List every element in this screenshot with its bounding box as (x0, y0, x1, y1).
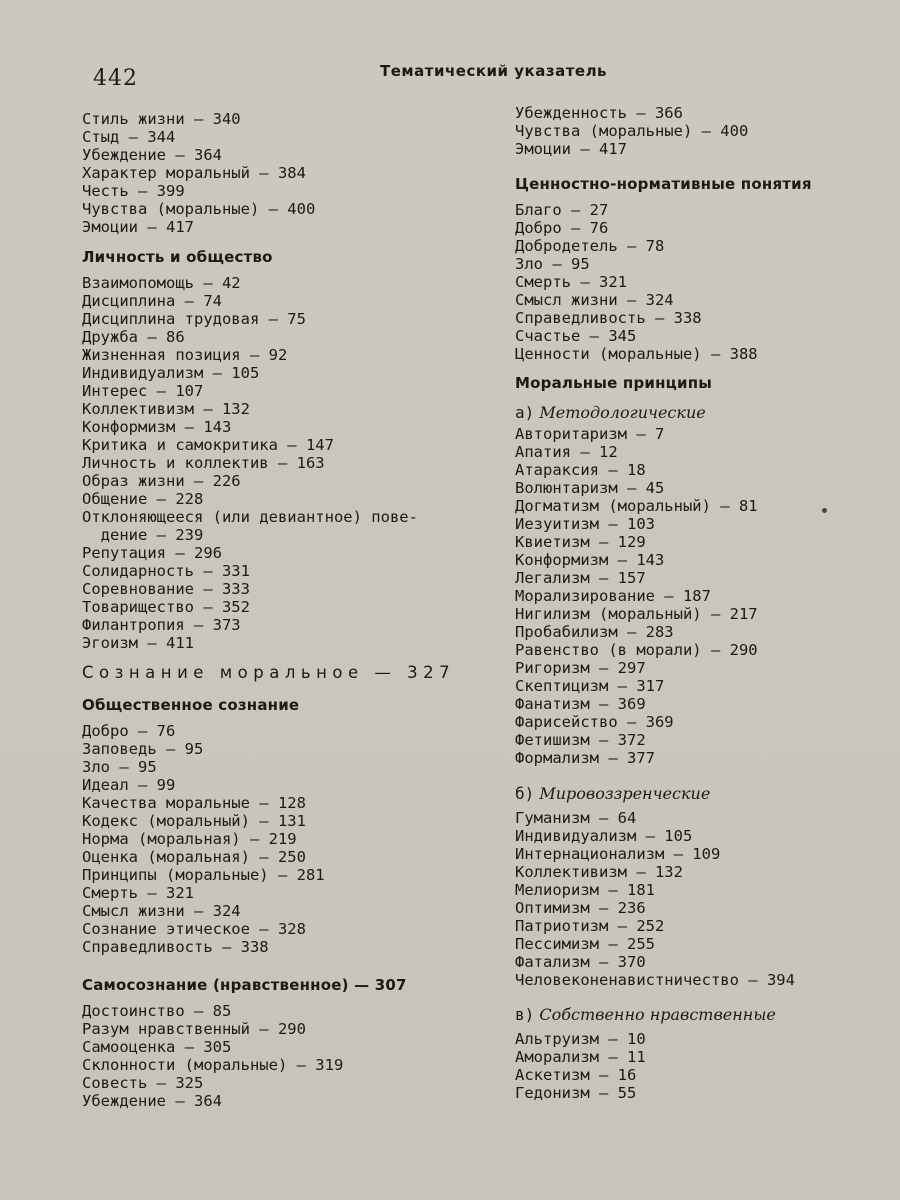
index-entry: Добро — 76 (82, 722, 176, 740)
index-entry: Конформизм — 143 (515, 551, 665, 569)
index-entry: Эмоции — 417 (515, 140, 627, 158)
subsection-metodologicheskie (515, 404, 758, 767)
index-entry: Заповедь — 95 (82, 740, 204, 758)
index-entry: Догматизм (моральный) — 81 (515, 497, 758, 515)
right-top-entries (515, 104, 748, 158)
index-entry: Убеждение — 364 (82, 1092, 222, 1110)
index-entry: Отклоняющееся (или девиантное) пове- (82, 508, 418, 526)
index-entry: Морализирование — 187 (515, 587, 711, 605)
index-entry: Взаимопомощь — 42 (82, 274, 241, 292)
section-cennostno (515, 175, 812, 363)
index-entry: Оценка (моральная) — 250 (82, 848, 306, 866)
index-entry: Легализм — 157 (515, 569, 646, 587)
subsection-letter: в) (515, 1005, 535, 1024)
index-entry-continuation: дение — 239 (82, 526, 204, 544)
index-entry: Авторитаризм — 7 (515, 425, 665, 443)
index-entry: Фатализм — 370 (515, 953, 646, 971)
index-entry: Оптимизм — 236 (515, 899, 646, 917)
index-entry: Аморализм — 11 (515, 1048, 646, 1066)
section-heading-major: Сознание моральное — 327 (82, 663, 456, 682)
index-entry: Добро — 76 (515, 219, 609, 237)
index-entry: Справедливость — 338 (82, 938, 269, 956)
index-entry: Качества моральные — 128 (82, 794, 306, 812)
section-heading: Ценностно-нормативные понятия (515, 175, 812, 193)
subsection-heading (515, 404, 758, 422)
left-top-entries (82, 110, 315, 236)
index-entry: Смысл жизни — 324 (82, 902, 241, 920)
index-entry: Солидарность — 331 (82, 562, 250, 580)
index-entry: Атараксия — 18 (515, 461, 646, 479)
section-heading: Моральные принципы (515, 374, 713, 392)
index-entry: Скептицизм — 317 (515, 677, 665, 695)
index-entry: Справедливость — 338 (515, 309, 702, 327)
index-entry: Критика и самокритика — 147 (82, 436, 334, 454)
index-entry: Индивидуализм — 105 (515, 827, 693, 845)
index-entry: Коллективизм — 132 (515, 863, 683, 881)
section-heading: Личность и общество (82, 248, 273, 266)
section-lichnost (82, 248, 418, 652)
index-entry: Аскетизм — 16 (515, 1066, 637, 1084)
index-entry: Квиетизм — 129 (515, 533, 646, 551)
index-entry: Добродетель — 78 (515, 237, 665, 255)
page-number: 442 (93, 66, 138, 91)
index-entry: Чувства (моральные) — 400 (82, 200, 316, 218)
index-entry: Стыд — 344 (82, 128, 176, 146)
index-entry: Пробабилизм — 283 (515, 623, 674, 641)
index-entry: Благо — 27 (515, 201, 609, 219)
index-entry: Фетишизм — 372 (515, 731, 646, 749)
index-entry: Смысл жизни — 324 (515, 291, 674, 309)
index-entry: Зло — 95 (82, 758, 157, 776)
subsection-letter: а) (515, 403, 535, 422)
index-entry: Смерть — 321 (82, 884, 194, 902)
index-entry: Товарищество — 352 (82, 598, 250, 616)
ink-speck (822, 508, 827, 513)
index-entry: Общение — 228 (82, 490, 204, 508)
index-entry: Совесть — 325 (82, 1074, 204, 1092)
section-samosoznanie (82, 976, 407, 1110)
index-entry: Принципы (моральные) — 281 (82, 866, 325, 884)
index-entry: Формализм — 377 (515, 749, 655, 767)
index-entry: Счастье — 345 (515, 327, 637, 345)
index-entry: Образ жизни — 226 (82, 472, 241, 490)
index-entry: Пессимизм — 255 (515, 935, 655, 953)
subsection-heading (515, 785, 795, 803)
index-entry: Склонности (моральные) — 319 (82, 1056, 344, 1074)
index-entry: Патриотизм — 252 (515, 917, 665, 935)
index-entry: Чувства (моральные) — 400 (515, 122, 749, 140)
section-principy (515, 374, 712, 392)
subsection-title: Собственно нравственные (539, 1005, 776, 1024)
index-entry: Филантропия — 373 (82, 616, 241, 634)
index-entry: Самооценка — 305 (82, 1038, 232, 1056)
index-entry: Эмоции — 417 (82, 218, 194, 236)
index-entry: Индивидуализм — 105 (82, 364, 260, 382)
index-entry: Иезуитизм — 103 (515, 515, 655, 533)
section-soznanie (82, 664, 455, 684)
index-entry: Гуманизм — 64 (515, 809, 637, 827)
section-heading: Общественное сознание (82, 696, 300, 714)
index-entry: Дружба — 86 (82, 328, 185, 346)
section-obshchestvennoe (82, 696, 325, 956)
subsection-letter: б) (515, 784, 535, 803)
index-entry: Мелиоризм — 181 (515, 881, 655, 899)
index-entry: Сознание этическое — 328 (82, 920, 306, 938)
index-entry: Дисциплина трудовая — 75 (82, 310, 306, 328)
index-entry: Убеждение — 364 (82, 146, 222, 164)
index-entry: Личность и коллектив — 163 (82, 454, 325, 472)
index-entry: Стиль жизни — 340 (82, 110, 241, 128)
subsection-heading (515, 1006, 776, 1024)
index-entry: Дисциплина — 74 (82, 292, 222, 310)
subsection-title: Методологические (539, 403, 706, 422)
index-entry: Достоинство — 85 (82, 1002, 232, 1020)
index-entry: Волюнтаризм — 45 (515, 479, 665, 497)
subsection-title: Мировоззренческие (539, 784, 711, 803)
index-entry: Разум нравственный — 290 (82, 1020, 306, 1038)
index-entry: Смерть — 321 (515, 273, 627, 291)
running-head: Тематический указатель (380, 62, 608, 80)
index-entry: Ценности (моральные) — 388 (515, 345, 758, 363)
index-entry: Идеал — 99 (82, 776, 176, 794)
index-entry: Конформизм — 143 (82, 418, 232, 436)
index-entry: Фанатизм — 369 (515, 695, 646, 713)
index-entry: Кодекс (моральный) — 131 (82, 812, 306, 830)
index-entry: Зло — 95 (515, 255, 590, 273)
index-entry: Репутация — 296 (82, 544, 222, 562)
index-entry: Интернационализм — 109 (515, 845, 721, 863)
index-entry: Альтруизм — 10 (515, 1030, 646, 1048)
subsection-sobstvenno (515, 1006, 776, 1102)
index-entry: Характер моральный — 384 (82, 164, 306, 182)
index-entry: Равенство (в морали) — 290 (515, 641, 758, 659)
index-entry: Гедонизм — 55 (515, 1084, 637, 1102)
index-entry: Фарисейство — 369 (515, 713, 674, 731)
index-entry: Человеконенавистничество — 394 (515, 971, 795, 989)
index-entry: Нигилизм (моральный) — 217 (515, 605, 758, 623)
index-entry: Коллективизм — 132 (82, 400, 250, 418)
index-entry: Апатия — 12 (515, 443, 618, 461)
index-entry: Жизненная позиция — 92 (82, 346, 288, 364)
index-entry: Ригоризм — 297 (515, 659, 646, 677)
index-entry: Норма (моральная) — 219 (82, 830, 297, 848)
index-entry: Соревнование — 333 (82, 580, 250, 598)
index-entry: Убежденность — 366 (515, 104, 683, 122)
index-entry: Интерес — 107 (82, 382, 204, 400)
section-heading: Самосознание (нравственное) — 307 (82, 976, 407, 994)
index-entry: Честь — 399 (82, 182, 185, 200)
subsection-mirovozzrencheskie (515, 785, 795, 989)
index-entry: Эгоизм — 411 (82, 634, 194, 652)
